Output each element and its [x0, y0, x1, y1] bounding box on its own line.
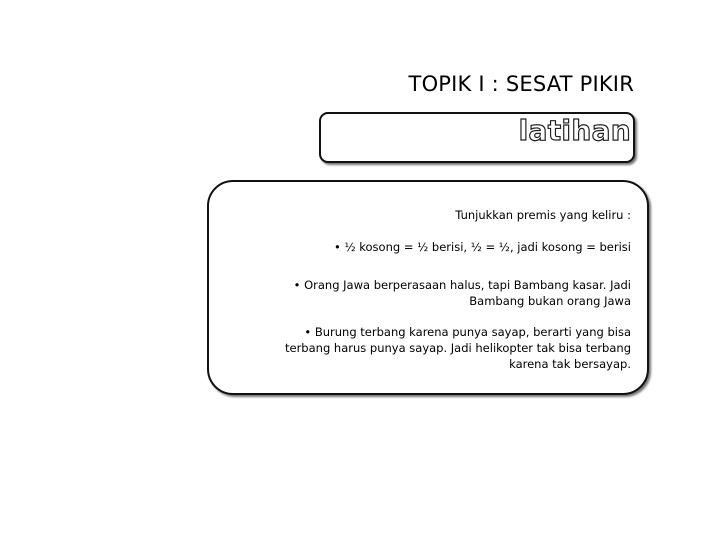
- list-item-3-line-2: terbang harus punya sayap. Jadi helikopter tak bisa terbang: [285, 341, 631, 355]
- list-item-1-line-1: ½ kosong = ½ berisi, ½ = ½, jadi kosong = berisi: [344, 240, 631, 254]
- list-item-3-line-3: karena tak bersayap.: [509, 357, 631, 371]
- list-item-3: [285, 324, 631, 372]
- list-item-2: [294, 277, 631, 309]
- list-item-2-line-1-row: [294, 277, 631, 293]
- list-item-3-line-1-row: [285, 324, 631, 340]
- exercise-prompt: Tunjukkan premis yang keliru :: [455, 208, 631, 222]
- list-item-2-line-1: Orang Jawa berperasaan halus, tapi Bambang kasar. Jadi: [304, 278, 631, 292]
- section-label-box: [319, 112, 635, 163]
- list-item-3-line-1: Burung terbang karena punya sayap, berarti yang bisa: [314, 325, 631, 339]
- section-label: latihan: [518, 114, 631, 147]
- list-item-1: [334, 239, 631, 255]
- bullet-2: •: [293, 278, 301, 292]
- bullet-3: •: [304, 325, 312, 339]
- bullet-1: •: [334, 240, 341, 254]
- list-item-2-line-2: Bambang bukan orang Jawa: [469, 294, 631, 308]
- slide-title: TOPIK I : SESAT PIKIR: [408, 72, 634, 96]
- exercise-panel: [207, 180, 649, 395]
